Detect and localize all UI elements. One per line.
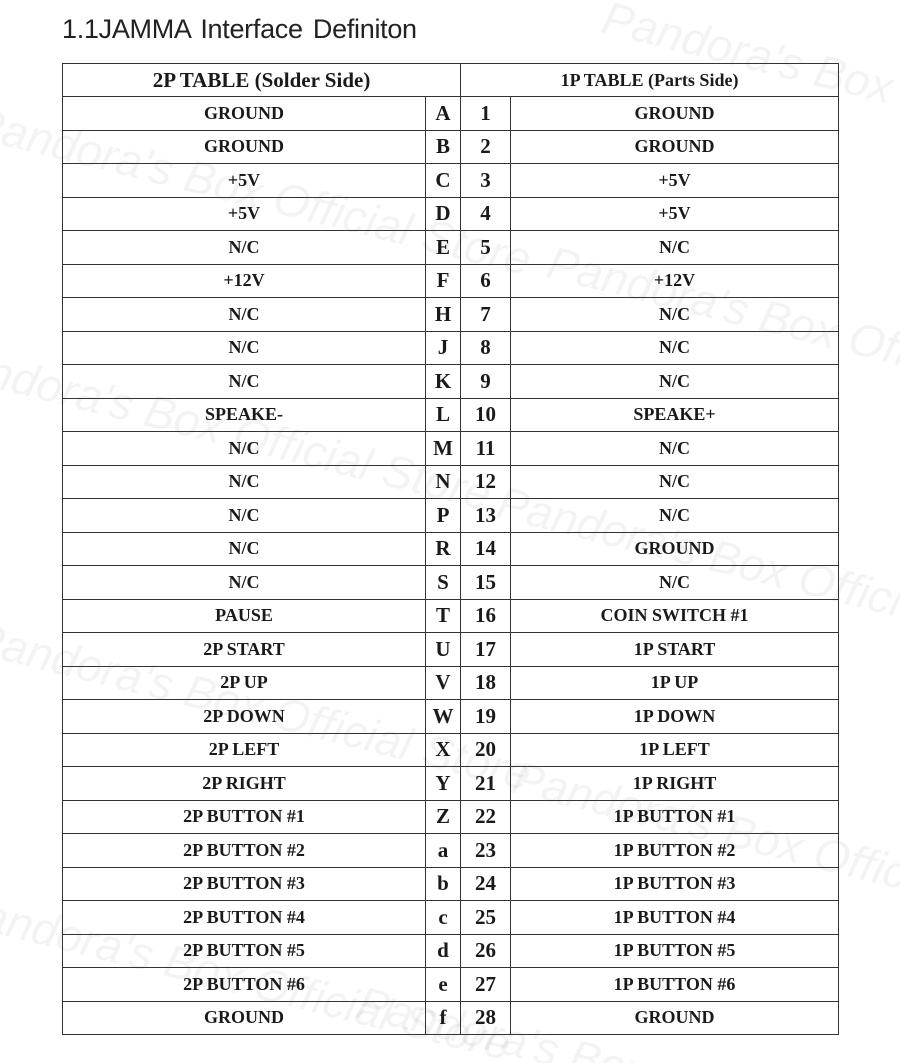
solder-signal-cell: N/C — [63, 231, 426, 265]
parts-signal-cell: GROUND — [511, 532, 839, 566]
pin-letter-cell: V — [426, 666, 461, 700]
table-row — [63, 164, 839, 198]
pin-rows — [63, 97, 839, 1035]
pin-number-cell: 5 — [461, 231, 511, 265]
table-row — [63, 599, 839, 633]
solder-signal-cell: N/C — [63, 532, 426, 566]
parts-signal-cell: 1P DOWN — [511, 700, 839, 734]
pin-number-cell: 24 — [461, 867, 511, 901]
pin-letter-cell: c — [426, 901, 461, 935]
parts-signal-cell: N/C — [511, 298, 839, 332]
solder-signal-cell: 2P BUTTON #2 — [63, 834, 426, 868]
pin-number-cell: 21 — [461, 767, 511, 801]
parts-signal-cell: 1P LEFT — [511, 733, 839, 767]
pin-number-cell: 1 — [461, 97, 511, 131]
parts-signal-cell: N/C — [511, 566, 839, 600]
pin-letter-cell: K — [426, 365, 461, 399]
pin-number-cell: 11 — [461, 432, 511, 466]
parts-signal-cell: COIN SWITCH #1 — [511, 599, 839, 633]
pin-letter-cell: b — [426, 867, 461, 901]
solder-signal-cell: N/C — [63, 365, 426, 399]
table-row — [63, 566, 839, 600]
parts-signal-cell: N/C — [511, 231, 839, 265]
pin-letter-cell: B — [426, 130, 461, 164]
parts-signal-cell: GROUND — [511, 130, 839, 164]
pin-number-cell: 2 — [461, 130, 511, 164]
jamma-pinout-table — [62, 63, 839, 1035]
parts-signal-cell: 1P RIGHT — [511, 767, 839, 801]
pin-number-cell: 26 — [461, 934, 511, 968]
table-row — [63, 633, 839, 667]
pin-letter-cell: T — [426, 599, 461, 633]
table-row — [63, 666, 839, 700]
parts-signal-cell: 1P BUTTON #2 — [511, 834, 839, 868]
pin-letter-cell: P — [426, 499, 461, 533]
solder-signal-cell: 2P START — [63, 633, 426, 667]
pin-number-cell: 16 — [461, 599, 511, 633]
pin-number-cell: 8 — [461, 331, 511, 365]
pin-number-cell: 7 — [461, 298, 511, 332]
parts-signal-cell: N/C — [511, 331, 839, 365]
table-row — [63, 901, 839, 935]
pin-number-cell: 28 — [461, 1001, 511, 1035]
pin-letter-cell: S — [426, 566, 461, 600]
pin-number-cell: 6 — [461, 264, 511, 298]
pin-number-cell: 23 — [461, 834, 511, 868]
parts-signal-cell: N/C — [511, 365, 839, 399]
table-row — [63, 934, 839, 968]
pin-number-cell: 17 — [461, 633, 511, 667]
table-row — [63, 365, 839, 399]
parts-signal-cell: GROUND — [511, 1001, 839, 1035]
parts-signal-cell: SPEAKE+ — [511, 398, 839, 432]
pin-number-cell: 25 — [461, 901, 511, 935]
parts-signal-cell: 1P BUTTON #6 — [511, 968, 839, 1002]
pin-letter-cell: A — [426, 97, 461, 131]
table-row — [63, 298, 839, 332]
table-row — [63, 767, 839, 801]
parts-signal-cell: N/C — [511, 465, 839, 499]
page-title: 1.1JAMMA Interface Definiton — [62, 14, 417, 44]
pin-letter-cell: H — [426, 298, 461, 332]
solder-signal-cell: N/C — [63, 432, 426, 466]
solder-signal-cell: 2P UP — [63, 666, 426, 700]
pin-letter-cell: f — [426, 1001, 461, 1035]
solder-signal-cell: 2P BUTTON #4 — [63, 901, 426, 935]
table-row — [63, 834, 839, 868]
solder-signal-cell: +5V — [63, 164, 426, 198]
pin-number-cell: 22 — [461, 800, 511, 834]
solder-signal-cell: GROUND — [63, 130, 426, 164]
solder-signal-cell: 2P DOWN — [63, 700, 426, 734]
solder-signal-cell: 2P RIGHT — [63, 767, 426, 801]
solder-signal-cell: 2P BUTTON #1 — [63, 800, 426, 834]
pin-letter-cell: a — [426, 834, 461, 868]
pin-letter-cell: Y — [426, 767, 461, 801]
pin-number-cell: 27 — [461, 968, 511, 1002]
table-row — [63, 331, 839, 365]
table-row — [63, 867, 839, 901]
pin-letter-cell: d — [426, 934, 461, 968]
pin-number-cell: 10 — [461, 398, 511, 432]
pin-number-cell: 12 — [461, 465, 511, 499]
solder-signal-cell: N/C — [63, 499, 426, 533]
pin-letter-cell: M — [426, 432, 461, 466]
table-row — [63, 499, 839, 533]
parts-signal-cell: 1P BUTTON #5 — [511, 934, 839, 968]
pin-letter-cell: e — [426, 968, 461, 1002]
table-row — [63, 465, 839, 499]
table-header-row — [63, 64, 839, 97]
table-row — [63, 532, 839, 566]
table-row — [63, 800, 839, 834]
pin-letter-cell: E — [426, 231, 461, 265]
pin-number-cell: 20 — [461, 733, 511, 767]
pin-number-cell: 3 — [461, 164, 511, 198]
solder-signal-cell: PAUSE — [63, 599, 426, 633]
solder-signal-cell: 2P LEFT — [63, 733, 426, 767]
solder-signal-cell: 2P BUTTON #5 — [63, 934, 426, 968]
pin-letter-cell: C — [426, 164, 461, 198]
table-row — [63, 432, 839, 466]
parts-signal-cell: +5V — [511, 164, 839, 198]
parts-signal-cell: 1P UP — [511, 666, 839, 700]
pin-number-cell: 14 — [461, 532, 511, 566]
table-row — [63, 97, 839, 131]
pin-letter-cell: Z — [426, 800, 461, 834]
pin-number-cell: 4 — [461, 197, 511, 231]
pin-number-cell: 15 — [461, 566, 511, 600]
solder-signal-cell: N/C — [63, 465, 426, 499]
parts-signal-cell: +12V — [511, 264, 839, 298]
solder-signal-cell: N/C — [63, 298, 426, 332]
pin-letter-cell: F — [426, 264, 461, 298]
parts-signal-cell: GROUND — [511, 97, 839, 131]
table-row — [63, 264, 839, 298]
parts-signal-cell: N/C — [511, 499, 839, 533]
pin-number-cell: 13 — [461, 499, 511, 533]
pin-number-cell: 18 — [461, 666, 511, 700]
pin-number-cell: 19 — [461, 700, 511, 734]
solder-signal-cell: 2P BUTTON #3 — [63, 867, 426, 901]
table-row — [63, 231, 839, 265]
table-row — [63, 733, 839, 767]
table-row — [63, 1001, 839, 1035]
solder-signal-cell: SPEAKE- — [63, 398, 426, 432]
parts-signal-cell: 1P BUTTON #3 — [511, 867, 839, 901]
solder-side-header: 2P TABLE (Solder Side) — [63, 64, 461, 97]
pin-letter-cell: N — [426, 465, 461, 499]
pin-letter-cell: X — [426, 733, 461, 767]
table-row — [63, 197, 839, 231]
parts-signal-cell: N/C — [511, 432, 839, 466]
solder-signal-cell: N/C — [63, 566, 426, 600]
pin-number-cell: 9 — [461, 365, 511, 399]
solder-signal-cell: +12V — [63, 264, 426, 298]
solder-signal-cell: GROUND — [63, 97, 426, 131]
table-row — [63, 398, 839, 432]
solder-signal-cell: GROUND — [63, 1001, 426, 1035]
parts-signal-cell: 1P BUTTON #4 — [511, 901, 839, 935]
solder-signal-cell: N/C — [63, 331, 426, 365]
pin-letter-cell: D — [426, 197, 461, 231]
parts-signal-cell: 1P BUTTON #1 — [511, 800, 839, 834]
table-row — [63, 700, 839, 734]
solder-signal-cell: +5V — [63, 197, 426, 231]
pin-letter-cell: R — [426, 532, 461, 566]
pin-letter-cell: J — [426, 331, 461, 365]
solder-signal-cell: 2P BUTTON #6 — [63, 968, 426, 1002]
table-row — [63, 130, 839, 164]
table-row — [63, 968, 839, 1002]
pin-letter-cell: U — [426, 633, 461, 667]
pin-letter-cell: L — [426, 398, 461, 432]
parts-signal-cell: 1P START — [511, 633, 839, 667]
pin-letter-cell: W — [426, 700, 461, 734]
parts-side-header: 1P TABLE (Parts Side) — [461, 64, 839, 97]
parts-signal-cell: +5V — [511, 197, 839, 231]
